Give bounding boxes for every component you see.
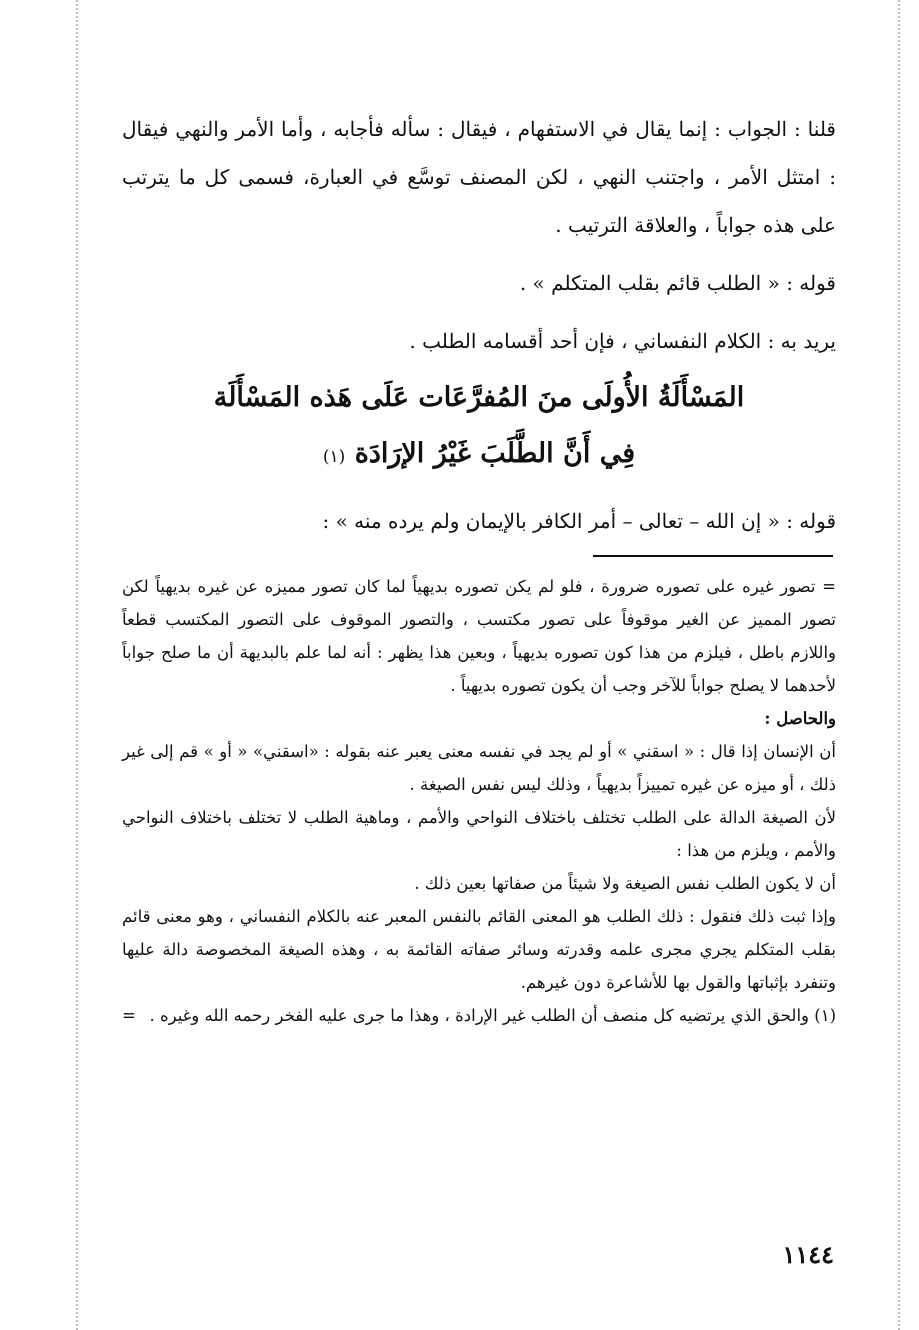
section-heading [122, 370, 836, 485]
summary-paragraph-2: لأن الصيغة الدالة على الطلب تختلف باختلاف النواحي والأمم ، وماهية الطلب لا تختلف باختلاف النواحي والأمم ، ويلزم من هذا : [122, 808, 836, 860]
footnote-reference: (١) [322, 447, 346, 467]
summary-paragraph-3: أن لا يكون الطلب نفس الصيغة ولا شيئاً من صفاتها بعين ذلك . [414, 874, 836, 893]
heading-line-1: المَسْأَلَةُ الأُولَى منَ المُفرَّعَات عَلَى هَذه المَسْأَلَة [213, 382, 745, 413]
heading-line-2-text: فِي أَنَّ الطَّلَبَ غَيْرُ الإرَادَة [354, 438, 636, 469]
footnote-separator [593, 555, 833, 557]
after-heading-paragraph: قوله : « إن الله – تعالى – أمر الكافر بالإيمان ولم يرده منه » : [322, 509, 836, 533]
main-paragraph-3: يريد به : الكلام النفساني ، فإن أحد أقسامه الطلب . [409, 329, 836, 353]
main-paragraph-2: قوله : « الطلب قائم بقلب المتكلم » . [519, 271, 836, 295]
footnotes-block [122, 570, 836, 1032]
main-text [122, 105, 836, 365]
footnote-1 [122, 999, 836, 1032]
summary-paragraph-1: أن الإنسان إذا قال : « اسقني » أو لم يجد في نفسه معنى يعبر عنه بقوله : «اسقني» « أو » قم إلى غير ذلك ، أو ميزه عن غيره تمييزاً بديهياً ، وذلك ليس نفس الصيغة . [122, 742, 836, 794]
page-number: ١١٤٤ [782, 1240, 834, 1269]
margin-dots-left [76, 0, 78, 1330]
continues-mark: = [122, 1006, 136, 1025]
summary-paragraph-4: وإذا ثبت ذلك فنقول : ذلك الطلب هو المعنى القائم بالنفس المعبر عنه بالكلام النفساني ، وهو معنى قائم بقلب المتكلم يجري مجرى علمه وقدرته وسائر صفاته القائمة به ، وهذه الصيغة المخصوصة دالة عليها وتنفرد بإثباتها والقول بها للأشاعرة دون غيرهم. [122, 907, 836, 992]
summary-label: والحاصل : [764, 709, 836, 728]
main-paragraph-1: قلنا : الجواب : إنما يقال في الاستفهام ، فيقال : سأله فأجابه ، وأما الأمر والنهي فيقال : امتثل الأمر ، واجتنب النهي ، لكن المصنف توسَّع في العبارة، فسمى كل ما يترتب على هذه جواباً ، والعلاقة الترتيب . [122, 117, 836, 237]
margin-dots-right [898, 0, 900, 1330]
footnote-1-text: (١) والحق الذي يرتضيه كل منصف أن الطلب غير الإرادة ، وهذا ما جرى عليه الفخر رحمه الله وغيره . [149, 1006, 836, 1025]
heading-line-2 [122, 426, 836, 485]
footnote-continued: = تصور غيره على تصوره ضرورة ، فلو لم يكن تصوره بديهياً لما كان تصور مميزه عن غيره بديهياً لكن تصور المميز عن الغير موقوفاً على تصور مكتسب ، والتصور الموقوف على التصور المكتسب قطعاً واللازم باطل ، فيلزم من هذا كون تصوره بديهياً ، وبعين هذا يظهر : أنه لما علم بالبديهة أن ما صلح جواباً لأحدهما لا يصلح جواباً للآخر وجب أن يكون تصوره بديهياً . [122, 577, 836, 695]
